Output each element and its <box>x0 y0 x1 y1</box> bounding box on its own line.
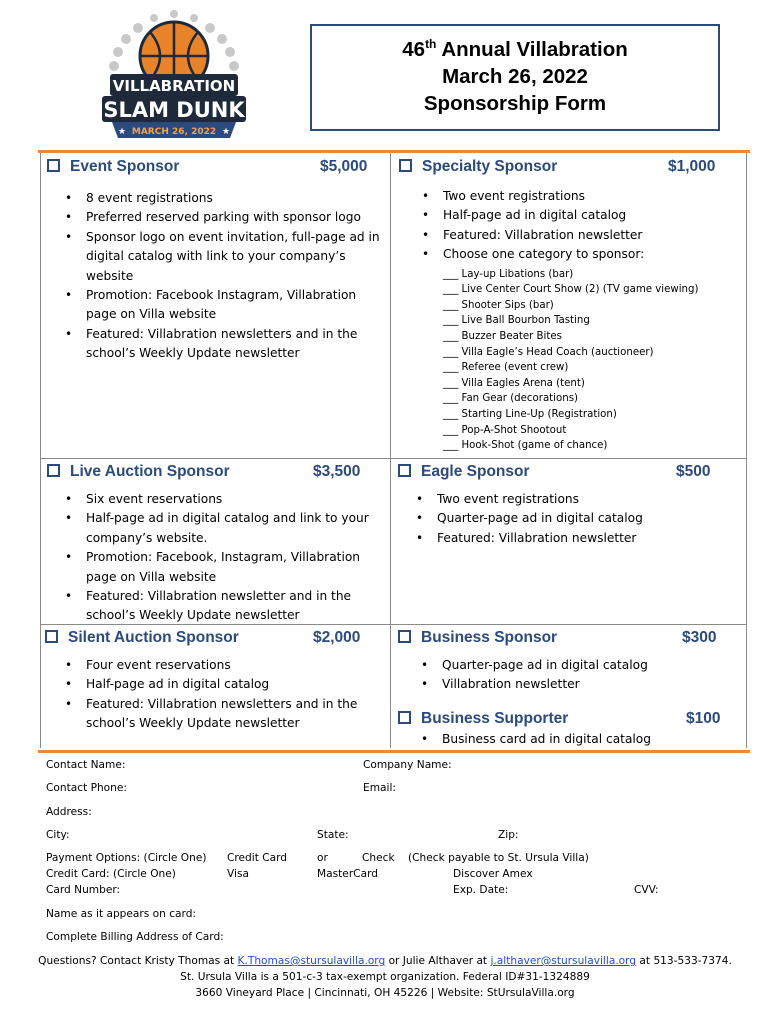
silent-auction-sponsor-benefits <box>61 656 381 734</box>
category-option[interactable]: ___ Fan Gear (decorations) <box>443 393 578 405</box>
footer-questions <box>0 955 770 967</box>
list-item: • Business card ad in digital catalog <box>417 730 737 749</box>
list-item: • Featured: Villabration newsletters and in the school’s Weekly Update newsletter <box>61 695 381 734</box>
business-sponsor-price: $300 <box>682 629 717 646</box>
specialty-sponsor-label: Specialty Sponsor <box>422 158 558 175</box>
title-line-1: 46th Annual Villabration <box>402 37 628 61</box>
footer-questions-prefix: Questions? Contact Kristy Thomas at <box>38 955 238 967</box>
event-sponsor-option[interactable] <box>47 158 179 176</box>
business-supporter-label: Business Supporter <box>421 710 569 727</box>
card-number-field[interactable]: Card Number: <box>46 884 121 896</box>
silent-auction-sponsor-price: $2,000 <box>313 629 361 646</box>
event-sponsor-checkbox[interactable] <box>47 159 60 172</box>
email-link-kthomas[interactable]: K.Thomas@stursulavilla.org <box>237 955 386 967</box>
billing-address-field[interactable]: Complete Billing Address of Card: <box>46 931 224 943</box>
business-sponsor-benefits <box>417 656 737 695</box>
business-supporter-checkbox[interactable] <box>398 711 411 724</box>
business-sponsor-option[interactable] <box>398 629 557 647</box>
name-on-card-field[interactable]: Name as it appears on card: <box>46 908 196 920</box>
eagle-sponsor-label: Eagle Sponsor <box>421 463 530 480</box>
slam-dunk-logo-graphic <box>98 8 250 142</box>
list-item: • 8 event registrations <box>61 189 386 208</box>
bottom-orange-divider <box>38 750 750 753</box>
eagle-sponsor-price: $500 <box>676 463 711 480</box>
live-auction-sponsor-benefits <box>61 490 381 626</box>
list-item: • Two event registrations <box>418 187 748 206</box>
svg-text:MARCH 26, 2022: MARCH 26, 2022 <box>131 127 217 137</box>
list-item: • Half-page ad in digital catalog <box>61 675 381 694</box>
event-sponsor-price: $5,000 <box>320 158 368 175</box>
villabration-logo <box>98 8 250 142</box>
check-payable-note: (Check payable to St. Ursula Villa) <box>408 852 589 864</box>
specialty-sponsor-benefits <box>418 187 748 454</box>
credit-card-type-label: Credit Card: (Circle One) <box>46 868 176 880</box>
category-option[interactable]: ___ Referee (event crew) <box>443 362 569 374</box>
category-option[interactable]: ___ Live Ball Bourbon Tasting <box>443 315 590 327</box>
specialty-sponsor-checkbox[interactable] <box>399 159 412 172</box>
business-supporter-benefits <box>417 730 737 749</box>
card-discover-amex-option[interactable]: Discover Amex <box>453 868 533 880</box>
address-field[interactable]: Address: <box>46 806 92 818</box>
footer-questions-suffix: at 513-533-7374. <box>636 955 732 967</box>
list-item: • Four event reservations <box>61 656 381 675</box>
choose-category-label: Choose one category to sponsor: <box>443 247 645 262</box>
title-line-3: Sponsorship Form <box>423 92 607 115</box>
live-auction-sponsor-checkbox[interactable] <box>47 464 60 477</box>
category-option[interactable]: ___ Buzzer Beater Bites <box>443 331 562 342</box>
event-sponsor-benefits <box>61 189 386 364</box>
cvv-field[interactable]: CVV: <box>634 884 659 896</box>
list-item: • Quarter-page ad in digital catalog <box>412 509 732 528</box>
eagle-sponsor-checkbox[interactable] <box>398 464 411 477</box>
list-item: • Featured: Villabration newsletters and in the school’s Weekly Update newsletter <box>61 325 386 364</box>
list-item <box>418 245 748 454</box>
payment-options-label: Payment Options: (Circle One) <box>46 852 207 864</box>
card-visa-option[interactable]: Visa <box>227 868 249 880</box>
list-item: • Featured: Villabration newsletter and in the school’s Weekly Update newsletter <box>61 587 381 626</box>
grid-left-border <box>40 153 41 748</box>
category-option[interactable]: ___ Villa Eagles Arena (tent) <box>443 377 585 389</box>
specialty-category-list <box>443 267 748 454</box>
list-item: • Featured: Villabration newsletter <box>418 226 748 245</box>
eagle-sponsor-benefits <box>412 490 732 548</box>
form-title-box <box>310 24 720 131</box>
silent-auction-sponsor-label: Silent Auction Sponsor <box>68 629 239 646</box>
contact-name-field[interactable]: Contact Name: <box>46 759 126 771</box>
category-option[interactable]: ___ Shooter Sips (bar) <box>443 299 554 311</box>
specialty-sponsor-price: $1,000 <box>668 158 716 175</box>
event-sponsor-label: Event Sponsor <box>70 158 180 175</box>
category-option[interactable]: ___ Pop-A-Shot Shootout <box>443 424 567 436</box>
list-item: • Promotion: Facebook Instagram, Villabration page on Villa website <box>61 286 386 325</box>
category-option[interactable]: ___ Villa Eagle’s Head Coach (auctioneer) <box>443 346 654 358</box>
footer-tax-info: St. Ursula Villa is a 501-c-3 tax-exempt organization. Federal ID#31-1324889 <box>180 971 590 983</box>
payment-or-label: or <box>317 852 328 864</box>
company-name-field[interactable]: Company Name: <box>363 759 452 771</box>
business-sponsor-checkbox[interactable] <box>398 630 411 643</box>
live-auction-sponsor-price: $3,500 <box>313 463 361 480</box>
list-item: • Six event reservations <box>61 490 381 509</box>
eagle-sponsor-option[interactable] <box>398 463 530 481</box>
category-option[interactable]: ___ Lay-up Libations (bar) <box>443 268 574 280</box>
contact-phone-field[interactable]: Contact Phone: <box>46 782 127 794</box>
payment-credit-card-option[interactable]: Credit Card <box>227 852 288 864</box>
svg-text:VILLABRATION: VILLABRATION <box>112 77 236 95</box>
list-item: • Half-page ad in digital catalog <box>418 206 748 225</box>
list-item: • Two event registrations <box>412 490 732 509</box>
svg-text:★: ★ <box>221 127 231 137</box>
svg-text:SLAM DUNK: SLAM DUNK <box>103 98 245 122</box>
category-option[interactable]: ___ Live Center Court Show (2) (TV game viewing) <box>443 284 699 296</box>
grid-center-divider <box>390 153 391 748</box>
grid-row-divider-1 <box>40 458 747 459</box>
category-option[interactable]: ___ Hook-Shot (game of chance) <box>443 440 608 452</box>
card-mastercard-option[interactable]: MasterCard <box>317 868 378 880</box>
list-item: • Promotion: Facebook, Instagram, Villabration page on Villa website <box>61 548 381 587</box>
business-supporter-price: $100 <box>686 710 721 727</box>
state-field[interactable]: State: <box>317 829 349 841</box>
specialty-sponsor-option[interactable] <box>399 158 557 176</box>
exp-date-field[interactable]: Exp. Date: <box>453 884 509 896</box>
list-item: • Quarter-page ad in digital catalog <box>417 656 737 675</box>
footer-questions-mid: or Julie Althaver at <box>385 955 491 967</box>
business-sponsor-label: Business Sponsor <box>421 629 558 646</box>
list-item: • Sponsor logo on event invitation, full-page ad in digital catalog with link to your company’s website <box>61 228 386 286</box>
svg-text:★: ★ <box>117 127 127 137</box>
zip-field[interactable]: Zip: <box>498 829 519 841</box>
list-item: • Preferred reserved parking with sponsor logo <box>61 208 386 227</box>
email-link-jalthaver[interactable]: j.althaver@stursulavilla.org <box>490 955 637 967</box>
silent-auction-sponsor-checkbox[interactable] <box>45 630 58 643</box>
city-field[interactable]: City: <box>46 829 70 841</box>
list-item: • Half-page ad in digital catalog and link to your company’s website. <box>61 509 381 548</box>
title-line-2: March 26, 2022 <box>442 65 588 88</box>
payment-check-option[interactable]: Check <box>362 852 395 864</box>
live-auction-sponsor-option[interactable] <box>47 463 230 481</box>
category-option[interactable]: ___ Starting Line-Up (Registration) <box>443 408 617 420</box>
business-supporter-option[interactable] <box>398 710 568 728</box>
footer-address: 3660 Vineyard Place | Cincinnati, OH 45226 | Website: StUrsulaVilla.org <box>195 987 575 999</box>
silent-auction-sponsor-option[interactable] <box>45 629 239 647</box>
live-auction-sponsor-label: Live Auction Sponsor <box>70 463 230 480</box>
email-field[interactable]: Email: <box>363 782 396 794</box>
list-item: • Villabration newsletter <box>417 675 737 694</box>
list-item: • Featured: Villabration newsletter <box>412 529 732 548</box>
